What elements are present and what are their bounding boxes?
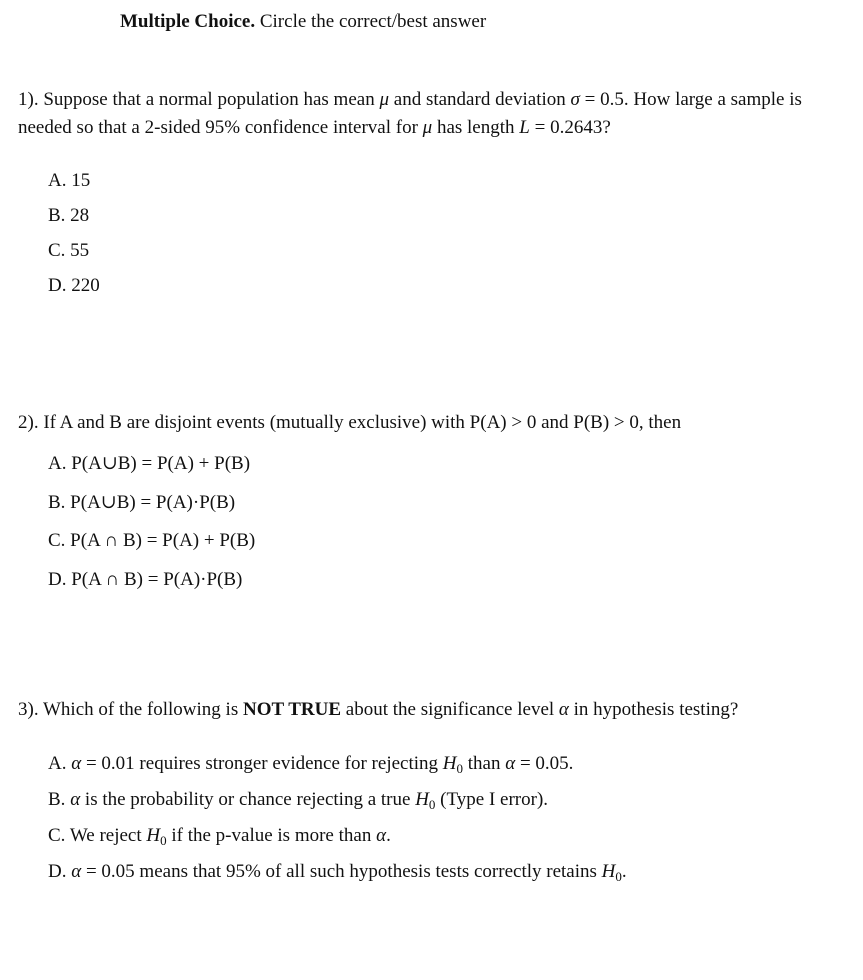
q3-option-d[interactable]: D. α = 0.05 means that 95% of all such hypothesis tests correctly retains $H_0$. — [48, 861, 627, 884]
q3-option-a[interactable]: A. α = 0.01 requires stronger evidence for rejecting $H_0$ than α = 0.05. — [48, 753, 574, 776]
q1-option-c[interactable]: C. 55 — [48, 240, 90, 261]
question-1-text: 1). Suppose that a normal population has mean μ and standard deviation σ = 0.5. How large a sample is needed so that a 2-sided 95% confidence interval for μ has length L = 0.2643? — [18, 89, 802, 138]
not-true-emphasis: NOT TRUE — [242, 699, 342, 720]
q2-option-b[interactable]: B. P(A∪B) = P(A)·P(B) — [48, 492, 236, 513]
mu-symbol: μ — [379, 89, 390, 110]
q3-option-c[interactable]: C. We reject $H_0$ if the p-value is more than α. — [48, 825, 391, 848]
q2-option-c[interactable]: C. P(A ∩ B) = P(A) + P(B) — [48, 530, 256, 551]
sigma-symbol: σ — [570, 89, 580, 110]
header-instruction: Circle the correct/best answer — [259, 11, 487, 32]
alpha-symbol: α — [558, 699, 569, 720]
question-3-text: 3). Which of the following is NOT TRUE about the significance level α in hypothesis testing? — [18, 699, 739, 720]
L-symbol: L — [519, 117, 530, 138]
q2-option-a[interactable]: A. P(A∪B) = P(A) + P(B) — [48, 453, 251, 474]
header-title: Multiple Choice. — [120, 11, 256, 32]
q1-option-b[interactable]: B. 28 — [48, 205, 90, 226]
q2-option-d[interactable]: D. P(A ∩ B) = P(A)·P(B) — [48, 569, 243, 590]
mu-symbol: μ — [422, 117, 433, 138]
q3-option-b[interactable]: B. α is the probability or chance rejecting a true $H_0$ (Type I error). — [48, 789, 549, 812]
q1-option-a[interactable]: A. 15 — [48, 170, 91, 191]
page-header — [120, 11, 486, 33]
question-2-text: 2). If A and B are disjoint events (mutually exclusive) with P(A) > 0 and P(B) > 0, then — [18, 412, 682, 433]
q1-option-d[interactable]: D. 220 — [48, 275, 100, 296]
